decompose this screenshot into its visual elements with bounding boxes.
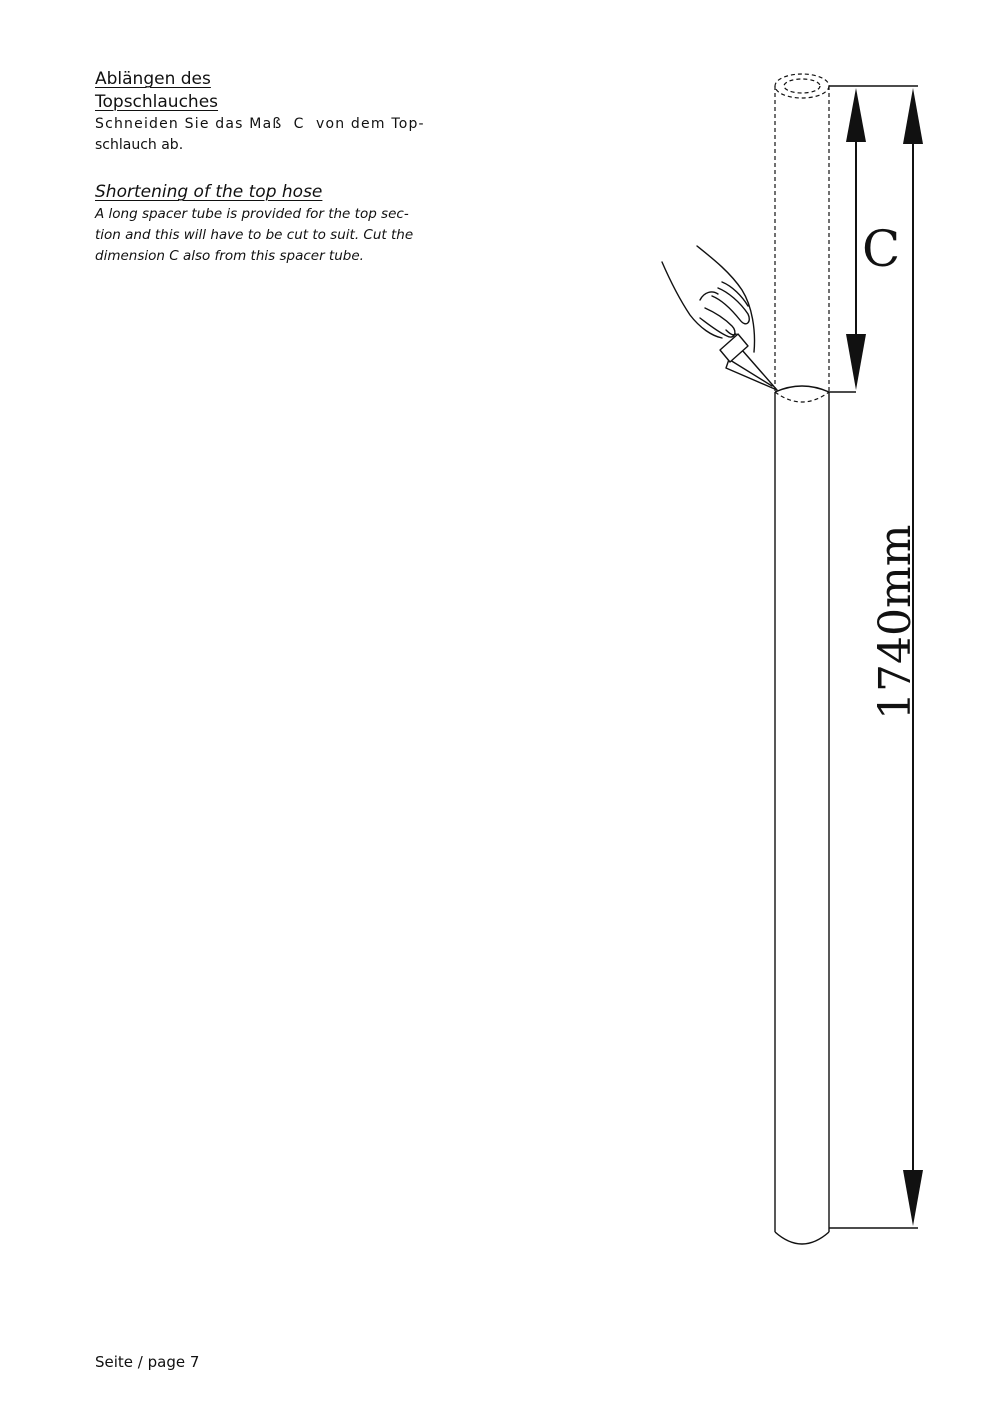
english-body-line1: A long spacer tube is provided for the top sec- bbox=[95, 206, 409, 222]
german-heading-line1: Ablängen des bbox=[95, 69, 211, 89]
german-body-line1: Schneiden Sie das Maß C von dem Top- bbox=[95, 116, 425, 132]
footer-seite: Seite bbox=[95, 1353, 134, 1371]
german-body-line2: schlauch ab. bbox=[95, 137, 184, 153]
english-body-line2: tion and this will have to be cut to suit. Cut the bbox=[95, 227, 414, 243]
dimension-c-label: C bbox=[862, 220, 901, 278]
page-footer bbox=[95, 1352, 199, 1372]
tube-icon bbox=[775, 74, 829, 1244]
total-length-label: 1740mm bbox=[870, 524, 921, 720]
english-heading: Shortening of the top hose bbox=[95, 182, 323, 202]
english-body-line3: dimension C also from this spacer tube. bbox=[95, 248, 364, 264]
hand-with-knife-icon bbox=[662, 246, 777, 390]
german-heading-line2: Topschlauches bbox=[95, 92, 219, 112]
footer-page-word: page bbox=[147, 1353, 186, 1371]
footer-page-number: 7 bbox=[189, 1353, 200, 1371]
footer-separator: / bbox=[133, 1353, 148, 1371]
